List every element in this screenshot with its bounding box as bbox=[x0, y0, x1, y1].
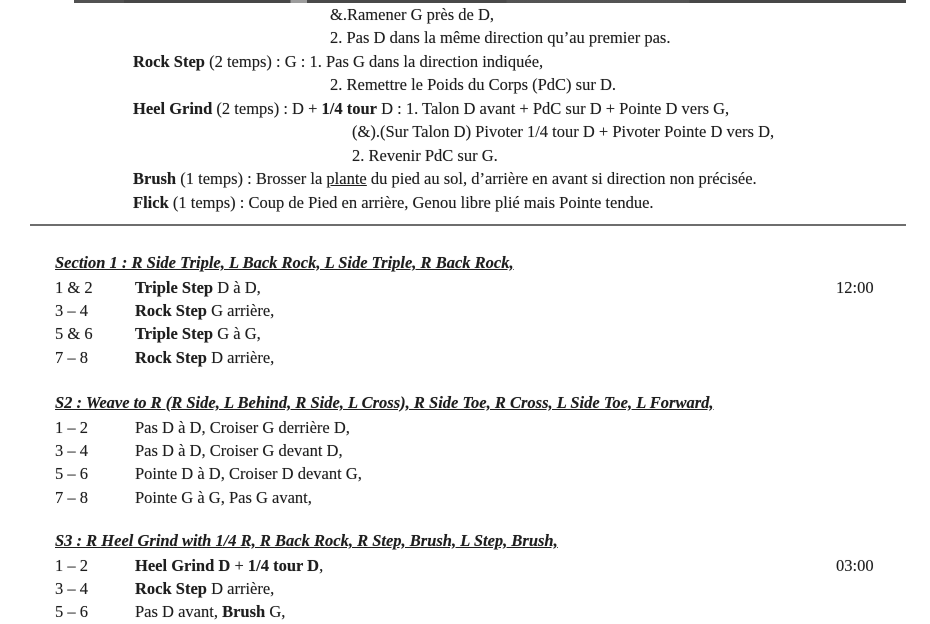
section-2 bbox=[0, 391, 930, 509]
definition-line bbox=[0, 144, 930, 167]
definition-text: du pied au sol, d’arrière en avant si direction non précisée. bbox=[366, 169, 757, 189]
definition-line bbox=[0, 167, 930, 190]
definition-text: (2 temps) : G : 1. Pas G dans la direction indiquée, bbox=[204, 51, 544, 71]
term-name: Flick bbox=[133, 192, 169, 212]
step-row bbox=[0, 462, 930, 485]
count-label: 5 – 6 bbox=[55, 602, 88, 622]
definition-text: &.Ramener G près de D, bbox=[330, 5, 495, 24]
count-label: 5 – 6 bbox=[55, 464, 88, 484]
step-row bbox=[0, 276, 930, 299]
definition-text: (2 temps) : D + bbox=[212, 98, 322, 118]
definition-text: (&).(Sur Talon D) Pivoter 1/4 tour D + Pivoter Pointe D vers D, bbox=[352, 122, 775, 142]
definition-text: (1 temps) : Brosser la bbox=[176, 169, 327, 189]
step-text bbox=[135, 554, 323, 577]
section-3 bbox=[0, 529, 930, 624]
step-name: 1/4 tour D bbox=[247, 555, 320, 575]
step-detail: Pas D avant, bbox=[135, 602, 223, 622]
step-detail: Pas D à D, Croiser G derrière D, bbox=[135, 417, 350, 437]
step-text bbox=[135, 276, 261, 299]
step-detail: D à D, bbox=[213, 277, 261, 297]
section-1 bbox=[0, 251, 930, 369]
step-text bbox=[135, 416, 350, 439]
step-name: Rock Step bbox=[135, 347, 207, 367]
step-row bbox=[0, 600, 930, 623]
step-definitions-block bbox=[0, 3, 930, 214]
definition-text: 2. Pas D dans la même direction qu’au premier pas. bbox=[330, 28, 671, 48]
step-name: Triple Step bbox=[135, 324, 214, 344]
section-title: Section 1 : R Side Triple, L Back Rock, L Side Triple, R Back Rock, bbox=[55, 253, 514, 272]
step-detail: + bbox=[230, 555, 248, 575]
definition-text: 2. Revenir PdC sur G. bbox=[352, 145, 498, 165]
step-detail: Pointe G à G, Pas G avant, bbox=[135, 487, 312, 507]
step-text bbox=[135, 346, 274, 369]
count-label: 7 – 8 bbox=[55, 487, 88, 507]
step-detail: G à G, bbox=[213, 324, 261, 344]
count-label: 5 & 6 bbox=[55, 324, 93, 344]
step-detail: G, bbox=[265, 602, 286, 622]
step-name: Heel Grind D bbox=[135, 555, 231, 575]
step-row bbox=[0, 322, 930, 345]
step-row bbox=[0, 346, 930, 369]
definition-text: 2. Remettre le Poids du Corps (PdC) sur D. bbox=[330, 75, 616, 95]
step-detail: , bbox=[319, 555, 324, 575]
definition-line bbox=[0, 50, 930, 73]
definition-line bbox=[0, 3, 930, 26]
step-row bbox=[0, 416, 930, 439]
step-text bbox=[135, 322, 261, 345]
step-row bbox=[0, 486, 930, 509]
step-text bbox=[135, 462, 362, 485]
step-detail: D arrière, bbox=[206, 578, 275, 598]
step-row bbox=[0, 299, 930, 322]
count-label: 3 – 4 bbox=[55, 300, 88, 320]
step-detail: Pas D à D, Croiser G devant D, bbox=[135, 440, 343, 460]
step-detail: Pointe D à D, Croiser D devant G, bbox=[135, 464, 362, 484]
count-label: 1 & 2 bbox=[55, 277, 93, 297]
term-name: Rock Step bbox=[133, 51, 205, 71]
section-title: S2 : Weave to R (R Side, L Behind, R Side, L Cross), R Side Toe, R Cross, L Side Toe, L Forward, bbox=[55, 393, 714, 412]
step-name: Triple Step bbox=[135, 277, 214, 297]
section-title: S3 : R Heel Grind with 1/4 R, R Back Rock, R Step, Brush, L Step, Brush, bbox=[55, 531, 558, 550]
step-row bbox=[0, 577, 930, 600]
step-detail: G arrière, bbox=[206, 300, 275, 320]
step-text bbox=[135, 577, 274, 600]
term-emphasis: 1/4 tour bbox=[321, 98, 377, 118]
orientation-time: 03:00 bbox=[836, 555, 874, 575]
definition-line bbox=[0, 191, 930, 214]
count-label: 3 – 4 bbox=[55, 440, 88, 460]
step-row bbox=[0, 439, 930, 462]
step-row bbox=[0, 554, 930, 577]
orientation-time: 12:00 bbox=[836, 277, 874, 297]
step-text bbox=[135, 600, 285, 623]
count-label: 3 – 4 bbox=[55, 578, 88, 598]
underlined-word: plante bbox=[326, 169, 367, 189]
step-name: Rock Step bbox=[135, 300, 207, 320]
count-label: 1 – 2 bbox=[55, 417, 88, 437]
definition-text: D : 1. Talon D avant + PdC sur D + Pointe D vers G, bbox=[376, 98, 730, 118]
definition-line bbox=[0, 73, 930, 96]
definition-line bbox=[0, 26, 930, 49]
step-text bbox=[135, 486, 312, 509]
horizontal-divider bbox=[30, 224, 906, 226]
definition-line bbox=[0, 120, 930, 143]
term-name: Heel Grind bbox=[133, 98, 213, 118]
step-name: Brush bbox=[222, 602, 266, 622]
step-detail: D arrière, bbox=[206, 347, 275, 367]
step-text bbox=[135, 299, 274, 322]
count-label: 1 – 2 bbox=[55, 555, 88, 575]
definition-line bbox=[0, 97, 930, 120]
definition-text: (1 temps) : Coup de Pied en arrière, Genou libre plié mais Pointe tendue. bbox=[168, 192, 654, 212]
step-text bbox=[135, 439, 343, 462]
term-name: Brush bbox=[133, 169, 177, 189]
step-name: Rock Step bbox=[135, 578, 207, 598]
count-label: 7 – 8 bbox=[55, 347, 88, 367]
